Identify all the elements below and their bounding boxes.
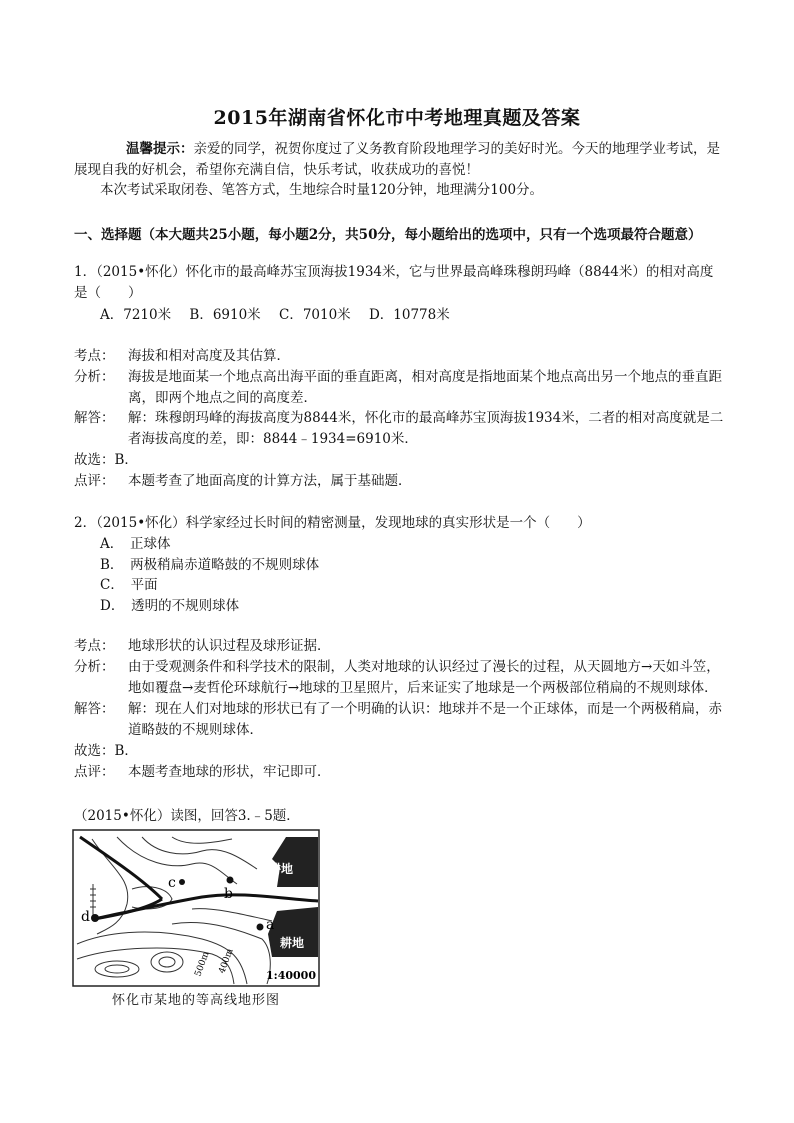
q2-jieda — [74, 699, 724, 740]
point-c-label: c — [168, 875, 176, 891]
q2-fenxi-label: 分析： — [74, 659, 115, 675]
intro-tip — [74, 139, 724, 180]
q1-dianping-label: 点评： — [74, 473, 115, 489]
exam-info: 本次考试采取闭卷、笔答方式，生地综合时量120分钟，地理满分100分。 — [100, 182, 544, 198]
q2-option-d: D． 透明的不规则球体 — [100, 597, 240, 614]
q1-options — [74, 305, 750, 326]
q1-option-d: D．10778米 — [368, 307, 450, 323]
point-c-dot — [179, 879, 185, 885]
q2-dianping-label: 点评： — [74, 764, 115, 780]
tip-text: 亲爱的同学，祝贺你度过了义务教育阶段地理学习的美好时光。今天的地理学业考试，是展现自我的好机会，希望你充满自信，快乐考试，收获成功的喜悦！ — [74, 141, 720, 178]
point-d-label: d — [81, 909, 90, 925]
q1-dianping — [74, 471, 724, 492]
q2-answer: 故选：B． — [74, 743, 138, 759]
q2-kaodian-text: 地球形状的认识过程及球形证据． — [128, 638, 331, 654]
section-heading-choice: 一、选择题（本大题共25小题，每小题2分，共50分，每小题给出的选项中，只有一个选项最符合题意） — [74, 227, 702, 243]
q1-kaodian — [74, 346, 724, 367]
q2-kaodian-label: 考点： — [74, 638, 115, 654]
page-title: 2015年湖南省怀化市中考地理真题及答案 — [213, 107, 581, 129]
q1-option-c: C．7010米 — [278, 307, 351, 323]
farmland-label-2: 耕地 — [280, 936, 305, 950]
q1-answer: 故选：B． — [74, 452, 138, 468]
q2-dianping — [74, 762, 724, 783]
q1-fenxi-text: 海拔是地面某一个地点高出海平面的垂直距离，相对高度是指地面某个地点高出另一个地点的垂直距离，即两个地点之间的高度差． — [128, 369, 722, 406]
q1-dianping-text: 本题考查了地面高度的计算方法，属于基础题． — [128, 473, 412, 489]
q2-jieda-label: 解答： — [74, 701, 115, 717]
q2-dianping-text: 本题考查地球的形状，牢记即可． — [128, 764, 331, 780]
contour-label-400: 400m — [217, 947, 236, 976]
point-a-dot — [257, 924, 264, 931]
q2-kaodian — [74, 636, 724, 657]
map-caption: 怀化市某地的等高线地形图 — [111, 993, 280, 1008]
contour-map-svg — [72, 829, 320, 989]
q3-intro: （2015•怀化）读图，回答3.﹣5题． — [74, 808, 300, 824]
map-scale: 1:40000 — [266, 969, 316, 982]
point-b-label: b — [224, 886, 233, 902]
q1-kaodian-label: 考点： — [74, 348, 115, 364]
q2-stem: 2．（2015•怀化）科学家经过长时间的精密测量，发现地球的真实形状是一个（ ） — [74, 515, 591, 531]
q1-fenxi — [74, 367, 724, 408]
q2-fenxi — [74, 657, 724, 698]
q2-option-a: A． 正球体 — [100, 536, 171, 552]
point-d-dot — [91, 914, 99, 922]
q2-option-c: C． 平面 — [100, 577, 158, 593]
point-b-dot — [227, 877, 234, 884]
q1-fenxi-label: 分析： — [74, 369, 115, 385]
point-a-label: a — [266, 917, 275, 933]
contour-label-500: 500m — [193, 950, 212, 979]
q1-option-a: A．7210米 — [100, 307, 172, 323]
q1-jieda-text: 解：珠穆朗玛峰的海拔高度为8844米，怀化市的最高峰苏宝顶海拔1934米，二者的相对高度就是二者海拔高度的差，即：8844﹣1934=6910米． — [128, 410, 724, 447]
q2-option-b: B． 两极稍扁赤道略鼓的不规则球体 — [100, 556, 320, 573]
q1-jieda-label: 解答： — [74, 410, 115, 426]
contour-map — [72, 829, 320, 1011]
q1-stem: 1．（2015•怀化）怀化市的最高峰苏宝顶海拔1934米，它与世界最高峰珠穆朗玛峰（8844米）的相对高度是（ ） — [74, 264, 714, 301]
q1-option-b: B．6910米 — [189, 307, 261, 323]
farmland-label-1: 耕地 — [269, 862, 294, 876]
q1-jieda — [74, 408, 724, 449]
q2-fenxi-text: 由于受观测条件和科学技术的限制，人类对地球的认识经过了漫长的过程，从天圆地方→天如斗笠，地如覆盘→麦哲伦环球航行→地球的卫星照片，后来证实了地球是一个两极部位稍扁的不规则球体． — [128, 659, 720, 696]
q2-options — [74, 534, 724, 616]
q1-kaodian-text: 海拔和相对高度及其估算． — [128, 348, 290, 364]
q2-jieda-text: 解：现在人们对地球的形状已有了一个明确的认识：地球并不是一个正球体，而是一个两极稍扁，赤道略鼓的不规则球体． — [128, 701, 722, 738]
tip-label: 温馨提示： — [126, 141, 194, 157]
